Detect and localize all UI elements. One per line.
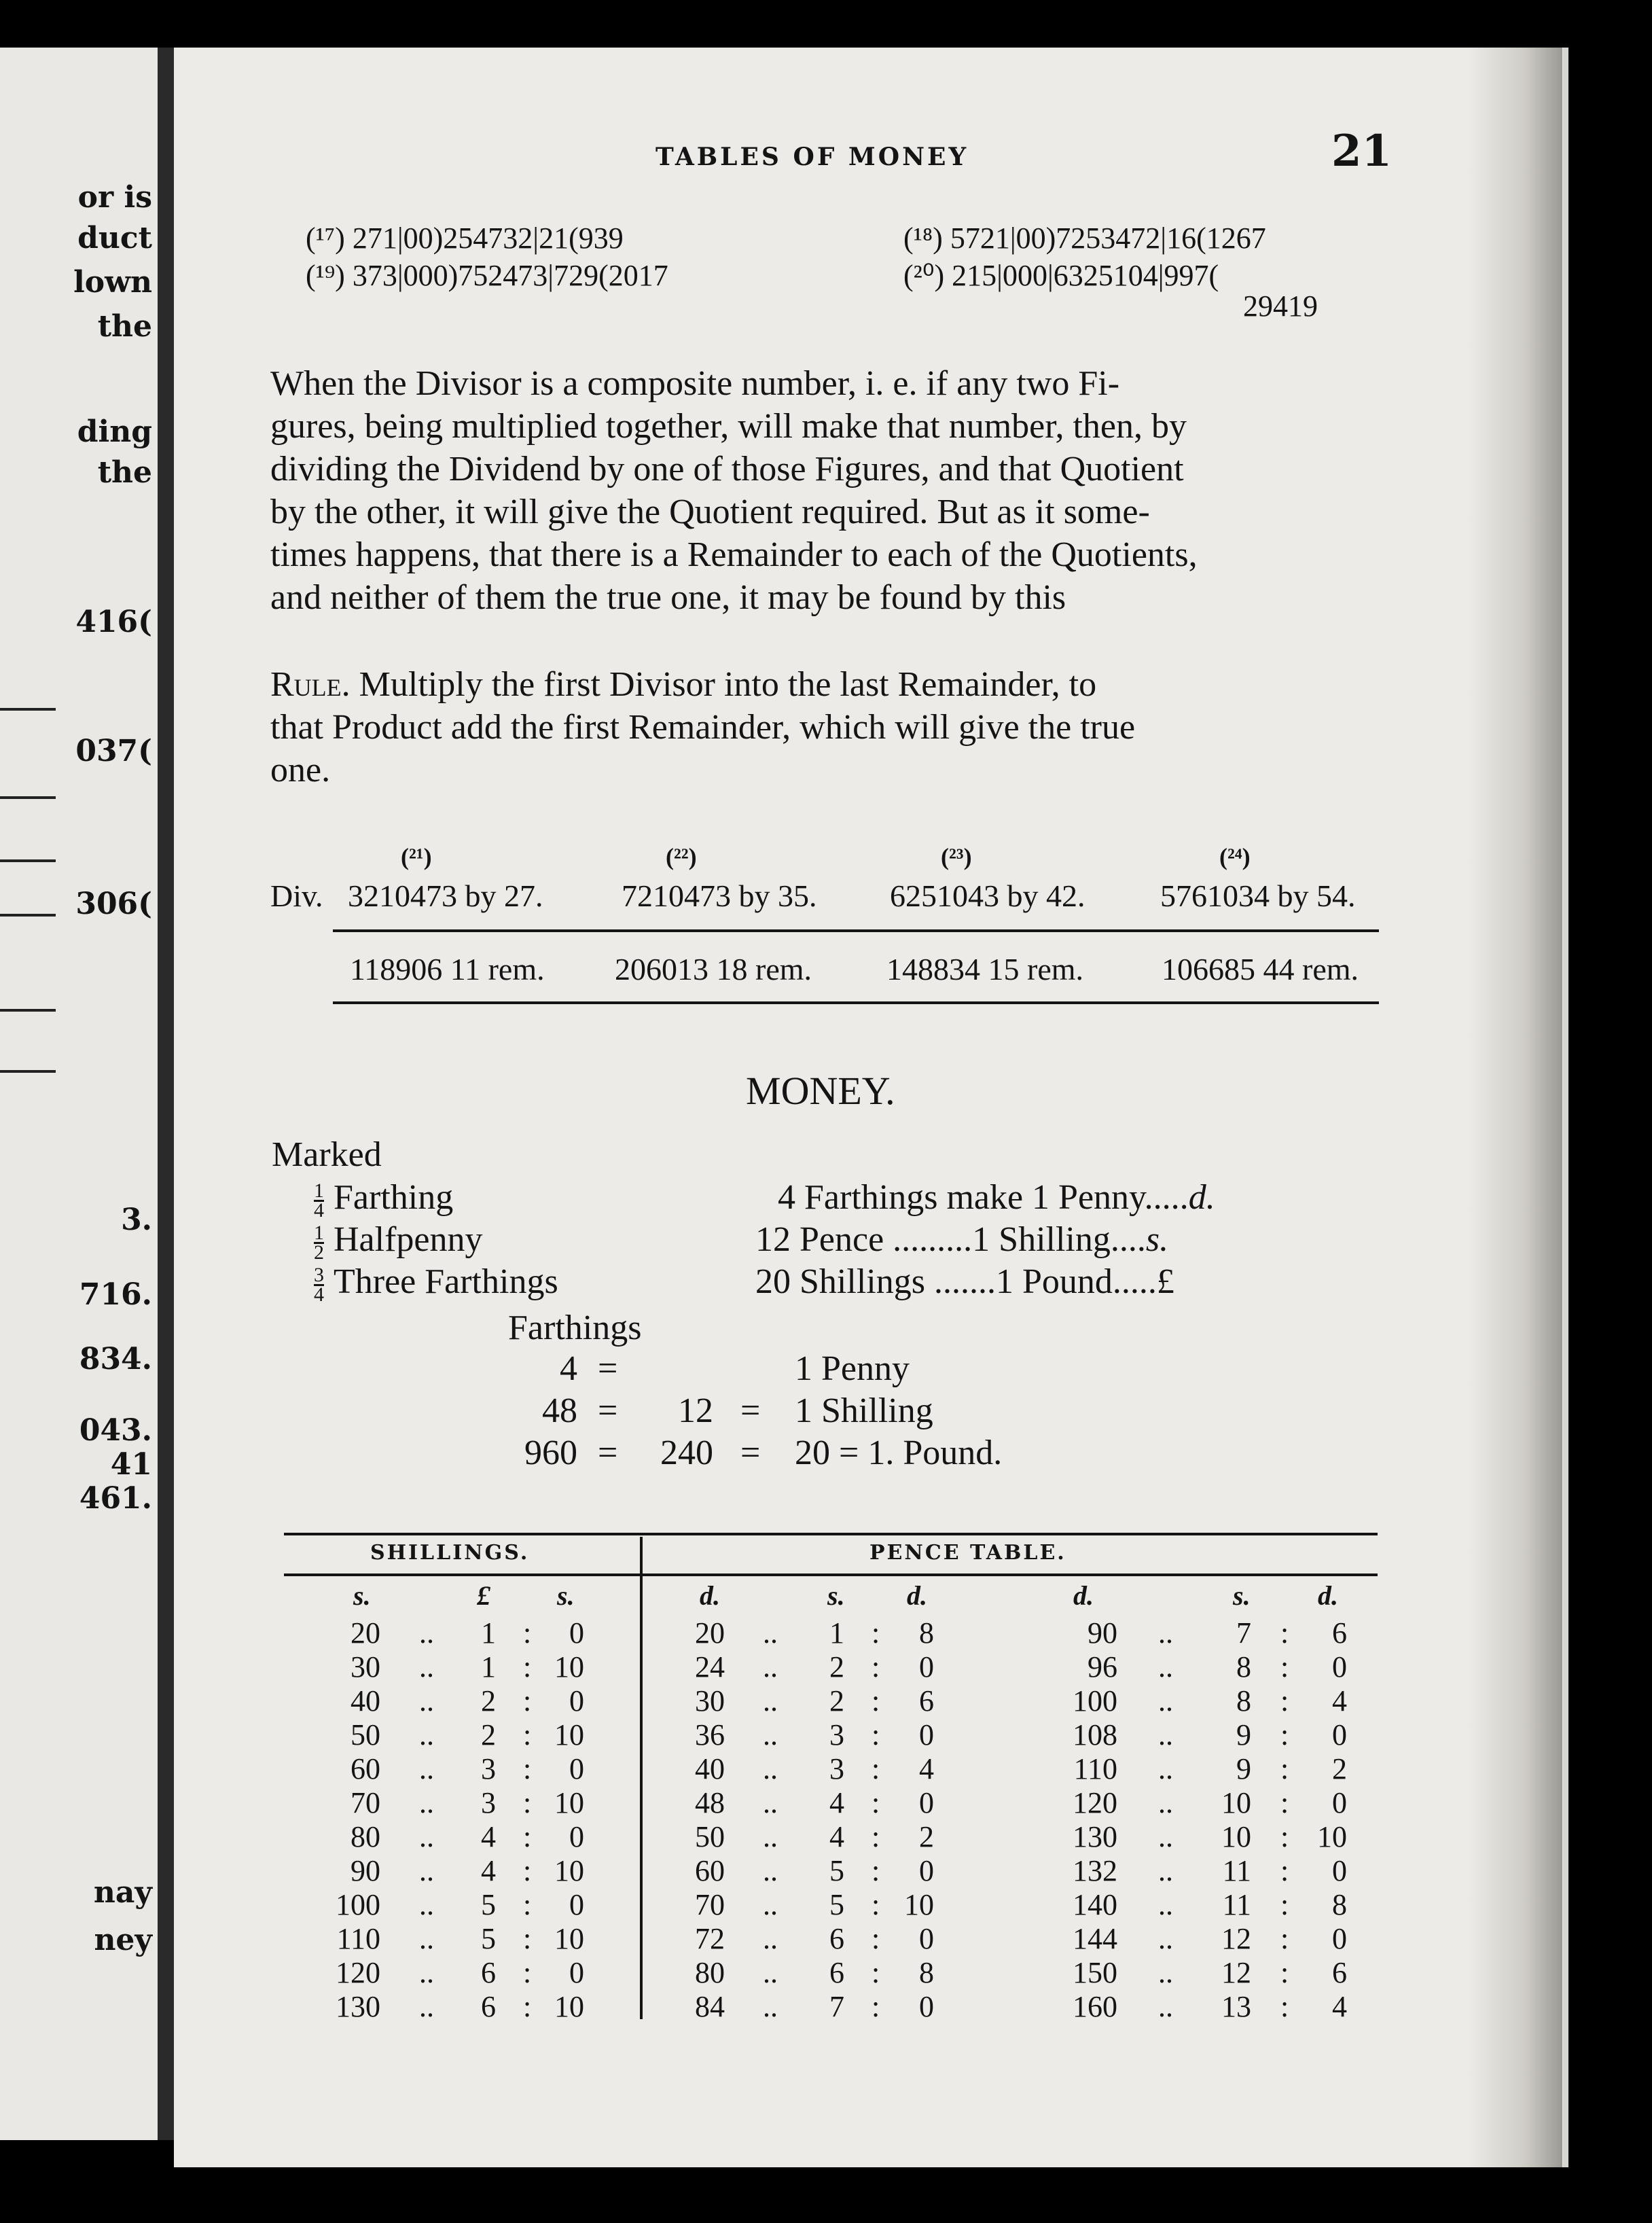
leader-dots: .. <box>1158 1616 1173 1650</box>
colon-separator: : <box>523 1650 532 1684</box>
left-page-text-fragment: ding <box>77 414 152 449</box>
table-cell: 11 <box>1222 1854 1251 1887</box>
leader-dots: .. <box>419 1718 434 1751</box>
running-head: TABLES OF MONEY <box>656 143 969 171</box>
table-cell: 96 <box>1088 1650 1117 1684</box>
table-cell: 90 <box>1088 1616 1117 1650</box>
table-cell: 10 <box>554 1718 584 1751</box>
table-cell: 10 <box>904 1888 934 1921</box>
table-cell: 6 <box>1332 1956 1347 1989</box>
leader-dots: .. <box>1158 1956 1173 1989</box>
left-page-text-fragment: ney <box>94 1923 152 1957</box>
table-cell: 10 <box>1221 1786 1251 1819</box>
table-cell: 3 <box>481 1786 496 1819</box>
paragraph-line: dividing the Dividend by one of those Figures, and that Quotient <box>270 450 1184 488</box>
conversion-cell: = <box>598 1434 618 1472</box>
left-page-text-fragment: duct <box>77 221 152 255</box>
left-page-text-fragment: 834. <box>79 1342 152 1376</box>
colon-separator: : <box>523 1616 532 1650</box>
conversion-cell: 20 = 1. Pound. <box>795 1434 1003 1472</box>
table-cell: 0 <box>569 1956 584 1989</box>
example-17: (¹⁷) 271|00)254732|21(939 <box>306 221 624 255</box>
table-cell: 12 <box>1221 1956 1251 1989</box>
problem-number: (²¹) <box>401 843 432 870</box>
column-header: £ <box>477 1580 490 1611</box>
table-cell: 4 <box>481 1854 496 1887</box>
table-cell: 5 <box>481 1922 496 1955</box>
leader-dots: .. <box>763 1684 778 1718</box>
table-cell: 50 <box>695 1820 725 1853</box>
table-cell: 160 <box>1073 1990 1117 2023</box>
colon-separator: : <box>523 1752 532 1785</box>
left-page-text-fragment: 461. <box>79 1481 152 1516</box>
table-cell: 0 <box>919 1922 934 1955</box>
conversion-cell: 48 <box>542 1391 577 1430</box>
table-cell: 7 <box>1236 1616 1251 1650</box>
table-cell: 5 <box>829 1888 844 1921</box>
leader-dots: .. <box>419 1616 434 1650</box>
equivalence-row: 20 Shillings .......1 Pound.....£ <box>755 1262 1174 1301</box>
table-cell: 10 <box>1221 1820 1251 1853</box>
table-cell: 0 <box>919 1650 934 1684</box>
table-cell: 110 <box>336 1922 380 1955</box>
left-page-text-fragment: 41 <box>110 1447 152 1482</box>
leader-dots: .. <box>763 1888 778 1921</box>
table-cell: 1 <box>829 1616 844 1650</box>
colon-separator: : <box>523 1990 532 2023</box>
table-cell: 5 <box>829 1854 844 1887</box>
table-cell: 2 <box>1332 1752 1347 1785</box>
leader-dots: .. <box>419 1650 434 1684</box>
table-cell: 0 <box>1332 1650 1347 1684</box>
colon-separator: : <box>872 1888 880 1921</box>
table-cell: 3 <box>829 1752 844 1785</box>
division-answer: 148834 15 rem. <box>886 952 1084 986</box>
table-cell: 0 <box>919 1990 934 2023</box>
table-cell: 8 <box>1236 1684 1251 1718</box>
farthings-label: Farthings <box>508 1309 642 1347</box>
table-cell: 80 <box>695 1956 725 1989</box>
table-cell: 4 <box>481 1820 496 1853</box>
leader-dots: .. <box>1158 1820 1173 1853</box>
conversion-cell: 960 <box>524 1434 577 1472</box>
colon-separator: : <box>523 1684 532 1718</box>
table-cell: 70 <box>695 1888 725 1921</box>
colon-separator: : <box>523 1718 532 1751</box>
fraction-mark: $\frac{3}{4}$ <box>314 1263 324 1306</box>
paragraph-line: When the Divisor is a composite number, i. e. if any two Fi- <box>270 364 1120 403</box>
table-cell: 10 <box>554 1854 584 1887</box>
colon-separator: : <box>1280 1990 1289 2023</box>
conversion-cell: = <box>740 1434 761 1472</box>
leader-dots: .. <box>1158 1854 1173 1887</box>
rule-label: Rule. <box>270 665 351 704</box>
table-cell: 12 <box>1221 1922 1251 1955</box>
leader-dots: .. <box>763 1990 778 2023</box>
table-cell: 108 <box>1073 1718 1117 1751</box>
table-cell: 9 <box>1236 1718 1251 1751</box>
table-cell: 140 <box>1073 1888 1117 1921</box>
colon-separator: : <box>872 1650 880 1684</box>
leader-dots: .. <box>763 1786 778 1819</box>
table-cell: 0 <box>569 1616 584 1650</box>
conversion-cell: 4 <box>560 1349 577 1388</box>
div-label: Div. <box>270 878 323 913</box>
leader-dots: .. <box>763 1922 778 1955</box>
rule-line: Multiply the first Divisor into the last Remainder, to <box>359 665 1097 704</box>
table-cell: 60 <box>695 1854 725 1887</box>
table-cell: 1 <box>481 1650 496 1684</box>
conversion-cell: = <box>740 1391 761 1430</box>
mark-farthing: $\frac{1}{4}$ Farthing <box>314 1178 454 1222</box>
table-cell: 0 <box>919 1786 934 1819</box>
colon-separator: : <box>872 1854 880 1887</box>
leader-dots: .. <box>1158 1990 1173 2023</box>
left-page-text-fragment: 3. <box>121 1203 152 1237</box>
colon-separator: : <box>872 1684 880 1718</box>
table-cell: 110 <box>1073 1752 1117 1785</box>
problem-number: (²³) <box>941 843 972 870</box>
leader-dots: .. <box>763 1616 778 1650</box>
table-cell: 4 <box>1332 1684 1347 1718</box>
table-cell: 2 <box>919 1820 934 1853</box>
leader-dots: .. <box>1158 1786 1173 1819</box>
table-cell: 7 <box>829 1990 844 2023</box>
table-cell: 9 <box>1236 1752 1251 1785</box>
colon-separator: : <box>523 1888 532 1921</box>
problem-number: (²²) <box>666 843 697 870</box>
column-header: s. <box>557 1580 575 1611</box>
table-cell: 10 <box>554 1650 584 1684</box>
colon-separator: : <box>1280 1922 1289 1955</box>
table-cell: 0 <box>1332 1718 1347 1751</box>
leader-dots: .. <box>763 1752 778 1785</box>
table-cell: 30 <box>695 1684 725 1718</box>
example-20-quotient: 29419 <box>1243 289 1318 323</box>
column-header: s. <box>353 1580 371 1611</box>
leader-dots: .. <box>419 1888 434 1921</box>
table-cell: 13 <box>1221 1990 1251 2023</box>
left-page-text-fragment: the <box>97 455 152 490</box>
colon-separator: : <box>872 1922 880 1955</box>
leader-dots: .. <box>763 1854 778 1887</box>
colon-separator: : <box>872 1956 880 1989</box>
table-cell: 120 <box>336 1956 380 1989</box>
division-problem: 6251043 by 42. <box>890 878 1085 913</box>
table-cell: 40 <box>695 1752 725 1785</box>
leader-dots: .. <box>1158 1888 1173 1921</box>
colon-separator: : <box>872 1786 880 1819</box>
left-page-text-fragment: 306( <box>75 887 152 921</box>
division-problem: 5761034 by 54. <box>1160 878 1356 913</box>
table-cell: 130 <box>336 1990 380 2023</box>
colon-separator: : <box>1280 1650 1289 1684</box>
left-page-text-fragment: the <box>97 309 152 344</box>
table-cell: 1 <box>481 1616 496 1650</box>
colon-separator: : <box>1280 1684 1289 1718</box>
table-cell: 48 <box>695 1786 725 1819</box>
column-header: d. <box>1318 1580 1338 1611</box>
table-cell: 132 <box>1073 1854 1117 1887</box>
left-page-text-fragment: 716. <box>79 1277 152 1312</box>
table-cell: 4 <box>1332 1990 1347 2023</box>
table-cell: 0 <box>569 1820 584 1853</box>
left-page-text-fragment: 416( <box>75 605 152 639</box>
table-cell: 0 <box>1332 1922 1347 1955</box>
problem-number: (²⁴) <box>1219 843 1251 870</box>
colon-separator: : <box>523 1786 532 1819</box>
left-page-text-fragment: 043. <box>79 1413 152 1448</box>
table-cell: 3 <box>481 1752 496 1785</box>
table-cell: 130 <box>1073 1820 1117 1853</box>
leader-dots: .. <box>1158 1650 1173 1684</box>
leader-dots: .. <box>1158 1922 1173 1955</box>
division-answer: 206013 18 rem. <box>615 952 812 986</box>
colon-separator: : <box>523 1854 532 1887</box>
leader-dots: .. <box>1158 1718 1173 1751</box>
table-cell: 24 <box>695 1650 725 1684</box>
paragraph-line: gures, being multiplied together, will make that number, then, by <box>270 407 1187 446</box>
colon-separator: : <box>1280 1786 1289 1819</box>
table-cell: 0 <box>569 1752 584 1785</box>
table-cell: 50 <box>351 1718 380 1751</box>
marked-label: Marked <box>272 1135 382 1174</box>
colon-separator: : <box>872 1616 880 1650</box>
left-page-text-fragment: 037( <box>75 734 152 768</box>
column-header: s. <box>1233 1580 1251 1611</box>
colon-separator: : <box>523 1820 532 1853</box>
table-cell: 10 <box>554 1922 584 1955</box>
leader-dots: .. <box>763 1956 778 1989</box>
table-cell: 8 <box>1236 1650 1251 1684</box>
mark-halfpenny: $\frac{1}{2}$ Halfpenny <box>314 1220 483 1264</box>
table-cell: 84 <box>695 1990 725 2023</box>
table-cell: 5 <box>481 1888 496 1921</box>
paragraph-line: times happens, that there is a Remainder to each of the Quotients, <box>270 535 1198 574</box>
table-cell: 0 <box>569 1888 584 1921</box>
column-header: s. <box>827 1580 845 1611</box>
table-cell: 8 <box>1332 1888 1347 1921</box>
colon-separator: : <box>1280 1718 1289 1751</box>
table-cell: 80 <box>351 1820 380 1853</box>
leader-dots: .. <box>763 1650 778 1684</box>
table-cell: 6 <box>481 1956 496 1989</box>
table-cell: 120 <box>1073 1786 1117 1819</box>
table-cell: 6 <box>829 1956 844 1989</box>
page-number: 21 <box>1331 126 1393 177</box>
table-cell: 36 <box>695 1718 725 1751</box>
colon-separator: : <box>523 1956 532 1989</box>
table-cell: 20 <box>351 1616 380 1650</box>
table-cell: 0 <box>569 1684 584 1718</box>
conversion-cell: 12 <box>678 1391 713 1430</box>
money-heading: MONEY. <box>746 1069 895 1113</box>
leader-dots: .. <box>419 1786 434 1819</box>
example-20: (²⁰) 215|000|6325104|997( <box>903 259 1219 292</box>
table-cell: 8 <box>919 1616 934 1650</box>
table-cell: 100 <box>336 1888 380 1921</box>
rule-line: that Product add the first Remainder, which will give the true <box>270 708 1136 747</box>
colon-separator: : <box>1280 1956 1289 1989</box>
table-cell: 6 <box>481 1990 496 2023</box>
table-cell: 2 <box>481 1718 496 1751</box>
colon-separator: : <box>872 1990 880 2023</box>
column-header: d. <box>1073 1580 1094 1611</box>
fraction-mark: $\frac{1}{2}$ <box>314 1221 324 1264</box>
table-cell: 72 <box>695 1922 725 1955</box>
table-cell: 60 <box>351 1752 380 1785</box>
equivalence-row: 4 Farthings make 1 Penny.....d. <box>778 1178 1215 1217</box>
table-cell: 100 <box>1073 1684 1117 1718</box>
colon-separator: : <box>872 1718 880 1751</box>
pence-table-title: PENCE TABLE. <box>869 1541 1066 1565</box>
division-problem: 7210473 by 35. <box>622 878 817 913</box>
colon-separator: : <box>872 1752 880 1785</box>
left-page-text-fragment: or is <box>77 180 152 215</box>
example-18: (¹⁸) 5721|00)7253472|16(1267 <box>903 221 1266 255</box>
table-cell: 0 <box>919 1718 934 1751</box>
table-cell: 6 <box>829 1922 844 1955</box>
colon-separator: : <box>1280 1820 1289 1853</box>
rule-line: one. <box>270 751 331 789</box>
leader-dots: .. <box>763 1718 778 1751</box>
equivalence-row: 12 Pence .........1 Shilling....s. <box>755 1220 1169 1259</box>
conversion-cell: 1 Shilling <box>795 1391 933 1430</box>
colon-separator: : <box>1280 1752 1289 1785</box>
table-cell: 4 <box>829 1786 844 1819</box>
leader-dots: .. <box>419 1820 434 1853</box>
table-cell: 2 <box>829 1684 844 1718</box>
paragraph-line: by the other, it will give the Quotient required. But as it some- <box>270 493 1150 531</box>
table-cell: 4 <box>919 1752 934 1785</box>
table-cell: 10 <box>1317 1820 1347 1853</box>
column-header: d. <box>907 1580 927 1611</box>
table-cell: 6 <box>1332 1616 1347 1650</box>
leader-dots: .. <box>763 1820 778 1853</box>
table-cell: 4 <box>829 1820 844 1853</box>
table-cell: 40 <box>351 1684 380 1718</box>
table-cell: 70 <box>351 1786 380 1819</box>
division-answer: 106685 44 rem. <box>1162 952 1359 986</box>
shillings-title: SHILLINGS. <box>370 1541 530 1565</box>
mark-three-farthings: $\frac{3}{4}$ Three Farthings <box>314 1262 558 1306</box>
colon-separator: : <box>1280 1854 1289 1887</box>
conversion-cell: 240 <box>660 1434 713 1472</box>
paragraph-line: and neither of them the true one, it may be found by this <box>270 578 1066 617</box>
table-cell: 2 <box>481 1684 496 1718</box>
leader-dots: .. <box>419 1854 434 1887</box>
colon-separator: : <box>1280 1888 1289 1921</box>
leader-dots: .. <box>419 1990 434 2023</box>
table-cell: 6 <box>919 1684 934 1718</box>
conversion-cell: = <box>598 1391 618 1430</box>
left-page-text-fragment: lown <box>73 265 152 300</box>
table-cell: 150 <box>1073 1956 1117 1989</box>
division-problem: 3210473 by 27. <box>348 878 543 913</box>
division-answer: 118906 11 rem. <box>350 952 545 986</box>
example-19: (¹⁹) 373|000)752473|729(2017 <box>306 259 668 292</box>
table-cell: 30 <box>351 1650 380 1684</box>
leader-dots: .. <box>419 1956 434 1989</box>
leader-dots: .. <box>419 1922 434 1955</box>
colon-separator: : <box>872 1820 880 1853</box>
table-cell: 3 <box>829 1718 844 1751</box>
table-cell: 20 <box>695 1616 725 1650</box>
table-cell: 0 <box>919 1854 934 1887</box>
colon-separator: : <box>1280 1616 1289 1650</box>
conversion-cell: 1 Penny <box>795 1349 910 1388</box>
leader-dots: .. <box>1158 1752 1173 1785</box>
table-cell: 144 <box>1073 1922 1117 1955</box>
leader-dots: .. <box>419 1684 434 1718</box>
column-header: d. <box>700 1580 720 1611</box>
table-cell: 2 <box>829 1650 844 1684</box>
fraction-mark: $\frac{1}{4}$ <box>314 1179 324 1222</box>
leader-dots: .. <box>1158 1684 1173 1718</box>
conversion-cell: = <box>598 1349 618 1388</box>
table-cell: 8 <box>919 1956 934 1989</box>
table-cell: 0 <box>1332 1854 1347 1887</box>
table-cell: 10 <box>554 1990 584 2023</box>
table-cell: 0 <box>1332 1786 1347 1819</box>
left-page-text-fragment: nay <box>93 1875 152 1910</box>
table-cell: 10 <box>554 1786 584 1819</box>
leader-dots: .. <box>419 1752 434 1785</box>
table-cell: 90 <box>351 1854 380 1887</box>
colon-separator: : <box>523 1922 532 1955</box>
table-cell: 11 <box>1222 1888 1251 1921</box>
